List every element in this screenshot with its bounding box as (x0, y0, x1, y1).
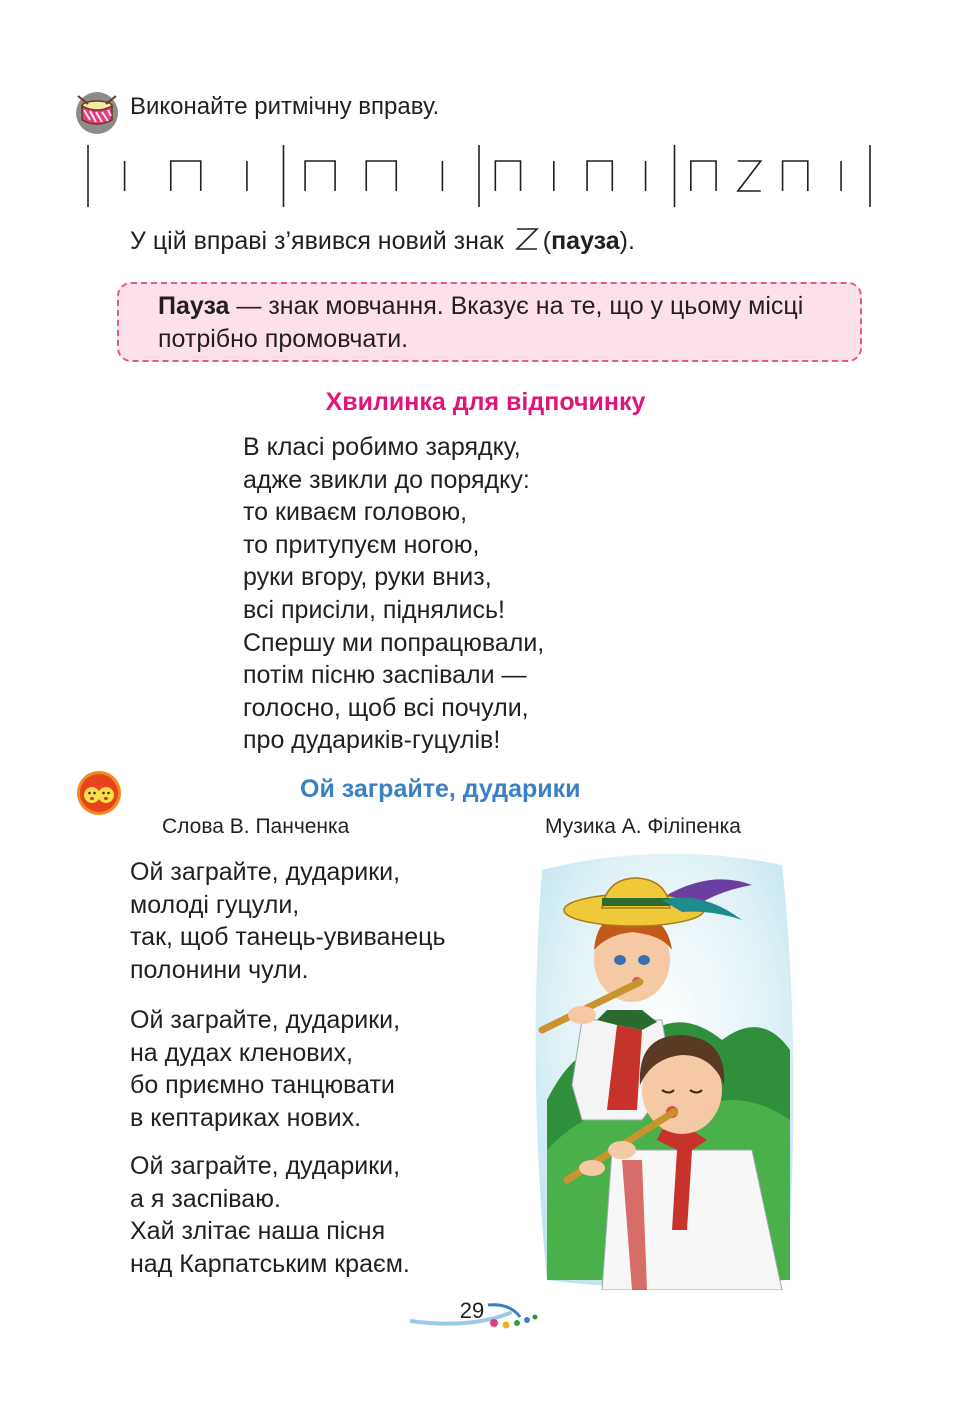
lyric-line: Ой заграйте, дударики, (130, 858, 401, 886)
lyric-line: на дудах кленових, (130, 1038, 353, 1067)
lyric-line: молоді гуцули, (130, 890, 300, 919)
boys-playing-flutes-illustration (522, 850, 798, 1290)
pause-intro: У цій вправі з’явився новий знак (пауза). (130, 227, 635, 255)
poem-line: то киваєм головою, (243, 498, 468, 527)
song-stanza-2 (130, 1004, 400, 1134)
definition-text (158, 290, 858, 356)
poem-line: В класі робимо зарядку, (243, 433, 521, 461)
pause-intro-end: ). (619, 227, 635, 255)
lyric-line: бо приємно танцювати (130, 1071, 395, 1099)
pause-term: пауза (551, 227, 620, 255)
page-number: 29 (459, 1298, 485, 1323)
lyric-line: в кептариках нових. (130, 1103, 362, 1132)
eighth-pair-mark (783, 161, 808, 191)
eighth-pair-mark (495, 161, 520, 191)
poem-line: руки вгору, руки вниз, (243, 563, 492, 592)
rhythm-notation (84, 145, 874, 207)
poem-line: голосно, щоб всі почули, (243, 693, 529, 722)
definition-term: Пауза (158, 292, 230, 320)
poem-line: всі присіли, піднялись! (243, 595, 505, 624)
lyrics-author: Слова В. Панченка (162, 815, 350, 838)
exercise-instruction: Виконайте ритмічну вправу. (130, 93, 440, 120)
eighth-pair-mark (171, 161, 201, 191)
poem-line: про дудариків-гуцулів! (243, 726, 501, 755)
pause-intro-text: У цій вправі з’явився новий знак (130, 227, 511, 255)
singing-faces-icon (76, 770, 122, 816)
music-author: Музика А. Філіпенка (545, 815, 741, 838)
eighth-pair-mark (691, 161, 716, 191)
lyric-line: Ой заграйте, дударики, (130, 1152, 401, 1180)
song-stanza-1 (130, 856, 446, 986)
drum-icon (74, 92, 120, 134)
pause-mark (738, 161, 761, 191)
rest-poem (243, 431, 544, 757)
pause-sign-icon (514, 226, 540, 252)
eighth-pair-mark (366, 161, 396, 191)
lyric-line: Хай злітає наша пісня (130, 1217, 386, 1245)
lyric-line: так, щоб танець-увиванець (130, 923, 446, 951)
eighth-pair-mark (305, 161, 335, 191)
rest-section-title: Хвилинка для відпочинку (325, 388, 646, 416)
eighth-pair-mark (587, 161, 612, 191)
song-stanza-3 (130, 1150, 410, 1280)
poem-line: то притупуєм ногою, (243, 530, 480, 559)
lyric-line: над Карпатським краєм. (130, 1249, 410, 1278)
lyric-line: Ой заграйте, дударики, (130, 1006, 401, 1034)
definition-body: — знак мовчання. Вказує на те, що у цьому місці потрібно промовчати. (158, 292, 804, 353)
poem-line: адже звикли до порядку: (243, 465, 530, 494)
song-title: Ой заграйте, дударики (300, 775, 581, 803)
poem-line: Спершу ми попрацювали, (243, 628, 545, 657)
poem-line: потім пісню заспівали — (243, 661, 527, 690)
lyric-line: полонини чули. (130, 955, 309, 984)
lyric-line: а я заспіваю. (130, 1184, 281, 1213)
